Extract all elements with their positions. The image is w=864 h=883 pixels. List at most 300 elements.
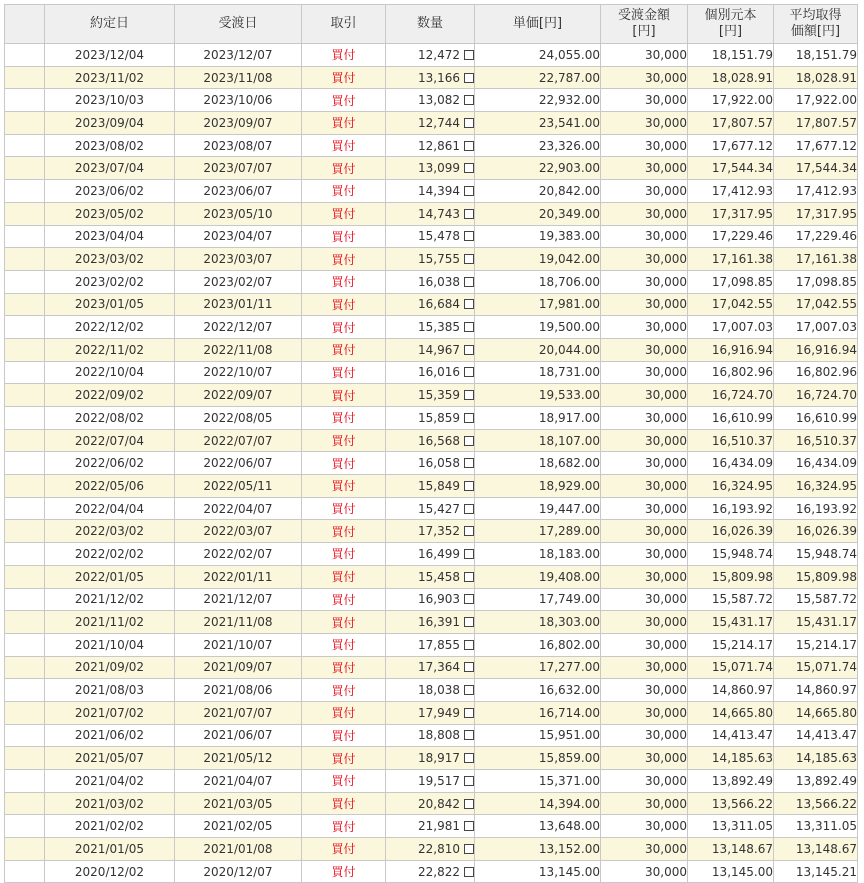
individual-principal-cell: 17,161.38: [688, 248, 774, 271]
transaction-type-cell: 買付: [302, 134, 386, 157]
settlement-amount-cell: 30,000: [601, 225, 688, 248]
individual-principal-cell: 15,948.74: [688, 543, 774, 566]
settlement-amount-cell: 30,000: [601, 588, 688, 611]
average-acquisition-price-cell: 17,098.85: [774, 270, 858, 293]
trade-date-cell: 2021/10/04: [45, 633, 175, 656]
checkbox-icon[interactable]: [464, 390, 474, 400]
trade-date-cell: 2022/02/02: [45, 543, 175, 566]
quantity-value: 15,458: [418, 569, 460, 584]
trade-date-cell: 2022/11/02: [45, 338, 175, 361]
average-acquisition-price-cell: 17,677.12: [774, 134, 858, 157]
individual-principal-cell: 17,098.85: [688, 270, 774, 293]
table-row: [5, 656, 858, 679]
header-blank: [5, 5, 45, 44]
trade-date-cell: 2021/04/02: [45, 770, 175, 793]
checkbox-icon[interactable]: [464, 141, 474, 151]
settlement-date-cell: 2021/07/07: [175, 701, 302, 724]
unit-price-cell: 17,749.00: [475, 588, 601, 611]
quantity-cell: [386, 565, 475, 588]
table-header-row: [5, 5, 858, 44]
transaction-type-cell: 買付: [302, 565, 386, 588]
checkbox-icon[interactable]: [464, 118, 474, 128]
average-acquisition-price-cell: 17,922.00: [774, 89, 858, 112]
individual-principal-cell: 13,145.00: [688, 860, 774, 883]
average-acquisition-price-cell: 13,148.67: [774, 838, 858, 861]
row-blank-cell: [5, 89, 45, 112]
trade-date-cell: 2023/03/02: [45, 248, 175, 271]
settlement-amount-cell: 30,000: [601, 112, 688, 135]
individual-principal-cell: 17,412.93: [688, 180, 774, 203]
quantity-value: 16,568: [418, 433, 460, 448]
quantity-value: 18,917: [418, 751, 460, 766]
quantity-value: 17,855: [418, 637, 460, 652]
quantity-value: 15,478: [418, 229, 460, 244]
quantity-cell: [386, 792, 475, 815]
row-blank-cell: [5, 679, 45, 702]
quantity-value: 14,743: [418, 206, 460, 221]
average-acquisition-price-cell: 17,317.95: [774, 202, 858, 225]
table-row: [5, 838, 858, 861]
settlement-date-cell: 2021/05/12: [175, 747, 302, 770]
quantity-cell: [386, 815, 475, 838]
trade-date-cell: 2020/12/02: [45, 860, 175, 883]
quantity-value: 14,394: [418, 183, 460, 198]
individual-principal-cell: 17,922.00: [688, 89, 774, 112]
quantity-cell: [386, 497, 475, 520]
row-blank-cell: [5, 633, 45, 656]
table-row: [5, 157, 858, 180]
average-acquisition-price-cell: 13,892.49: [774, 770, 858, 793]
table-row: [5, 679, 858, 702]
quantity-cell: [386, 770, 475, 793]
checkbox-icon[interactable]: [464, 821, 474, 831]
header-trade-date: 約定日: [45, 5, 175, 44]
unit-price-cell: 17,289.00: [475, 520, 601, 543]
unit-price-cell: 22,787.00: [475, 66, 601, 89]
settlement-date-cell: 2021/04/07: [175, 770, 302, 793]
quantity-value: 20,842: [418, 796, 460, 811]
quantity-value: 12,861: [418, 138, 460, 153]
quantity-cell: [386, 225, 475, 248]
checkbox-icon[interactable]: [464, 73, 474, 83]
unit-price-cell: 19,042.00: [475, 248, 601, 271]
transaction-type-cell: 買付: [302, 770, 386, 793]
transaction-type-cell: 買付: [302, 633, 386, 656]
average-acquisition-price-cell: 14,665.80: [774, 701, 858, 724]
settlement-date-cell: 2021/08/06: [175, 679, 302, 702]
quantity-value: 17,949: [418, 705, 460, 720]
unit-price-cell: 18,303.00: [475, 611, 601, 634]
quantity-cell: [386, 452, 475, 475]
settlement-date-cell: 2023/01/11: [175, 293, 302, 316]
trade-date-cell: 2023/08/02: [45, 134, 175, 157]
checkbox-icon[interactable]: [464, 708, 474, 718]
table-row: [5, 270, 858, 293]
transaction-type-cell: 買付: [302, 497, 386, 520]
header-individual-principal-line2: [円]: [718, 24, 743, 39]
trade-date-cell: 2022/01/05: [45, 565, 175, 588]
checkbox-icon[interactable]: [464, 867, 474, 877]
table-row: [5, 293, 858, 316]
unit-price-cell: 18,731.00: [475, 361, 601, 384]
settlement-amount-cell: 30,000: [601, 497, 688, 520]
settlement-date-cell: 2021/10/07: [175, 633, 302, 656]
settlement-amount-cell: 30,000: [601, 429, 688, 452]
header-individual-principal-line1: 個別元本: [704, 8, 757, 23]
checkbox-icon[interactable]: [464, 776, 474, 786]
individual-principal-cell: 13,148.67: [688, 838, 774, 861]
table-row: [5, 747, 858, 770]
transaction-type-cell: 買付: [302, 792, 386, 815]
trade-date-cell: 2022/05/06: [45, 475, 175, 498]
individual-principal-cell: 17,807.57: [688, 112, 774, 135]
quantity-value: 18,808: [418, 728, 460, 743]
quantity-value: 12,472: [418, 47, 460, 62]
trade-date-cell: 2021/02/02: [45, 815, 175, 838]
settlement-date-cell: 2023/10/06: [175, 89, 302, 112]
quantity-value: 15,359: [418, 388, 460, 403]
checkbox-icon[interactable]: [464, 299, 474, 309]
unit-price-cell: 13,152.00: [475, 838, 601, 861]
row-blank-cell: [5, 293, 45, 316]
checkbox-icon[interactable]: [464, 322, 474, 332]
unit-price-cell: 19,533.00: [475, 384, 601, 407]
transaction-type-cell: 買付: [302, 44, 386, 67]
table-row: [5, 180, 858, 203]
settlement-date-cell: 2022/05/11: [175, 475, 302, 498]
trade-date-cell: 2021/11/02: [45, 611, 175, 634]
transaction-history-panel: [4, 4, 858, 883]
table-row: [5, 361, 858, 384]
settlement-date-cell: 2022/08/05: [175, 407, 302, 430]
settlement-amount-cell: 30,000: [601, 520, 688, 543]
individual-principal-cell: 17,544.34: [688, 157, 774, 180]
average-acquisition-price-cell: 17,007.03: [774, 316, 858, 339]
table-row: [5, 89, 858, 112]
table-row: [5, 338, 858, 361]
individual-principal-cell: 14,413.47: [688, 724, 774, 747]
unit-price-cell: 20,842.00: [475, 180, 601, 203]
individual-principal-cell: 16,916.94: [688, 338, 774, 361]
checkbox-icon[interactable]: [464, 504, 474, 514]
average-acquisition-price-cell: 17,544.34: [774, 157, 858, 180]
unit-price-cell: 18,917.00: [475, 407, 601, 430]
row-blank-cell: [5, 44, 45, 67]
checkbox-icon[interactable]: [464, 844, 474, 854]
average-acquisition-price-cell: 13,566.22: [774, 792, 858, 815]
quantity-cell: [386, 202, 475, 225]
checkbox-icon[interactable]: [464, 277, 474, 287]
row-blank-cell: [5, 565, 45, 588]
row-blank-cell: [5, 180, 45, 203]
settlement-amount-cell: 30,000: [601, 565, 688, 588]
settlement-date-cell: 2020/12/07: [175, 860, 302, 883]
settlement-date-cell: 2022/04/07: [175, 497, 302, 520]
average-acquisition-price-cell: 16,193.92: [774, 497, 858, 520]
average-acquisition-price-cell: 15,431.17: [774, 611, 858, 634]
transaction-type-cell: 買付: [302, 361, 386, 384]
row-blank-cell: [5, 429, 45, 452]
transaction-type-cell: 買付: [302, 452, 386, 475]
quantity-value: 15,849: [418, 478, 460, 493]
row-blank-cell: [5, 225, 45, 248]
row-blank-cell: [5, 134, 45, 157]
trade-date-cell: 2023/05/02: [45, 202, 175, 225]
settlement-date-cell: 2023/08/07: [175, 134, 302, 157]
settlement-amount-cell: 30,000: [601, 180, 688, 203]
checkbox-icon[interactable]: [464, 231, 474, 241]
checkbox-icon[interactable]: [464, 367, 474, 377]
checkbox-icon[interactable]: [464, 730, 474, 740]
checkbox-icon[interactable]: [464, 436, 474, 446]
quantity-value: 13,082: [418, 93, 460, 108]
trade-date-cell: 2021/06/02: [45, 724, 175, 747]
settlement-amount-cell: 30,000: [601, 701, 688, 724]
checkbox-icon[interactable]: [464, 186, 474, 196]
quantity-cell: [386, 520, 475, 543]
average-acquisition-price-cell: 16,610.99: [774, 407, 858, 430]
row-blank-cell: [5, 316, 45, 339]
header-transaction-type: 取引: [302, 5, 386, 44]
quantity-value: 16,038: [418, 274, 460, 289]
settlement-date-cell: 2023/11/08: [175, 66, 302, 89]
checkbox-icon[interactable]: [464, 163, 474, 173]
row-blank-cell: [5, 407, 45, 430]
quantity-cell: [386, 429, 475, 452]
unit-price-cell: 15,371.00: [475, 770, 601, 793]
table-row: [5, 429, 858, 452]
unit-price-cell: 16,632.00: [475, 679, 601, 702]
quantity-value: 16,903: [418, 592, 460, 607]
average-acquisition-price-cell: 18,028.91: [774, 66, 858, 89]
individual-principal-cell: 14,185.63: [688, 747, 774, 770]
transaction-type-cell: 買付: [302, 815, 386, 838]
trade-date-cell: 2023/11/02: [45, 66, 175, 89]
average-acquisition-price-cell: 16,802.96: [774, 361, 858, 384]
trade-date-cell: 2023/01/05: [45, 293, 175, 316]
checkbox-icon[interactable]: [464, 254, 474, 264]
table-row: [5, 407, 858, 430]
quantity-cell: [386, 112, 475, 135]
settlement-date-cell: 2022/10/07: [175, 361, 302, 384]
transaction-type-cell: 買付: [302, 66, 386, 89]
individual-principal-cell: 16,510.37: [688, 429, 774, 452]
unit-price-cell: 23,326.00: [475, 134, 601, 157]
transaction-type-cell: 買付: [302, 89, 386, 112]
transaction-type-cell: 買付: [302, 860, 386, 883]
quantity-cell: [386, 838, 475, 861]
checkbox-icon[interactable]: [464, 50, 474, 60]
settlement-amount-cell: 30,000: [601, 815, 688, 838]
settlement-amount-cell: 30,000: [601, 792, 688, 815]
checkbox-icon[interactable]: [464, 413, 474, 423]
checkbox-icon[interactable]: [464, 95, 474, 105]
unit-price-cell: 17,277.00: [475, 656, 601, 679]
table-row: [5, 66, 858, 89]
unit-price-cell: 18,929.00: [475, 475, 601, 498]
individual-principal-cell: 13,566.22: [688, 792, 774, 815]
table-row: [5, 225, 858, 248]
transaction-type-cell: 買付: [302, 747, 386, 770]
individual-principal-cell: 16,434.09: [688, 452, 774, 475]
transaction-type-cell: 買付: [302, 180, 386, 203]
checkbox-icon[interactable]: [464, 617, 474, 627]
average-acquisition-price-cell: 15,071.74: [774, 656, 858, 679]
row-blank-cell: [5, 202, 45, 225]
transaction-type-cell: 買付: [302, 248, 386, 271]
settlement-amount-cell: 30,000: [601, 361, 688, 384]
table-row: [5, 384, 858, 407]
table-row: [5, 475, 858, 498]
header-average-acquisition-price-line2: 価額[円]: [790, 24, 841, 39]
transaction-type-cell: 買付: [302, 407, 386, 430]
trade-date-cell: 2023/12/04: [45, 44, 175, 67]
checkbox-icon[interactable]: [464, 481, 474, 491]
row-blank-cell: [5, 701, 45, 724]
individual-principal-cell: 15,809.98: [688, 565, 774, 588]
settlement-date-cell: 2022/01/11: [175, 565, 302, 588]
quantity-cell: [386, 293, 475, 316]
quantity-cell: [386, 543, 475, 566]
table-row: [5, 134, 858, 157]
settlement-amount-cell: 30,000: [601, 633, 688, 656]
quantity-cell: [386, 656, 475, 679]
quantity-value: 12,744: [418, 115, 460, 130]
row-blank-cell: [5, 112, 45, 135]
settlement-amount-cell: 30,000: [601, 656, 688, 679]
checkbox-icon[interactable]: [464, 640, 474, 650]
table-row: [5, 543, 858, 566]
quantity-value: 15,755: [418, 252, 460, 267]
unit-price-cell: 22,932.00: [475, 89, 601, 112]
checkbox-icon[interactable]: [464, 526, 474, 536]
transaction-type-cell: 買付: [302, 202, 386, 225]
checkbox-icon[interactable]: [464, 345, 474, 355]
trade-date-cell: 2021/03/02: [45, 792, 175, 815]
average-acquisition-price-cell: 15,214.17: [774, 633, 858, 656]
row-blank-cell: [5, 520, 45, 543]
quantity-cell: [386, 747, 475, 770]
settlement-amount-cell: 30,000: [601, 838, 688, 861]
transaction-type-cell: 買付: [302, 475, 386, 498]
transaction-type-cell: 買付: [302, 157, 386, 180]
table-row: [5, 565, 858, 588]
header-settlement-amount-line2: [円]: [632, 24, 656, 39]
unit-price-cell: 22,903.00: [475, 157, 601, 180]
quantity-cell: [386, 134, 475, 157]
table-row: [5, 701, 858, 724]
checkbox-icon[interactable]: [464, 549, 474, 559]
header-quantity: 数量: [386, 5, 475, 44]
checkbox-icon[interactable]: [464, 209, 474, 219]
row-blank-cell: [5, 815, 45, 838]
average-acquisition-price-cell: 14,413.47: [774, 724, 858, 747]
settlement-date-cell: 2022/07/07: [175, 429, 302, 452]
unit-price-cell: 23,541.00: [475, 112, 601, 135]
average-acquisition-price-cell: 16,510.37: [774, 429, 858, 452]
settlement-date-cell: 2021/11/08: [175, 611, 302, 634]
transaction-type-cell: 買付: [302, 838, 386, 861]
checkbox-icon[interactable]: [464, 799, 474, 809]
average-acquisition-price-cell: 18,151.79: [774, 44, 858, 67]
settlement-amount-cell: 30,000: [601, 770, 688, 793]
checkbox-icon[interactable]: [464, 662, 474, 672]
average-acquisition-price-cell: 17,229.46: [774, 225, 858, 248]
settlement-date-cell: 2021/02/05: [175, 815, 302, 838]
individual-principal-cell: 17,229.46: [688, 225, 774, 248]
row-blank-cell: [5, 611, 45, 634]
individual-principal-cell: 15,431.17: [688, 611, 774, 634]
quantity-cell: [386, 270, 475, 293]
quantity-value: 15,859: [418, 410, 460, 425]
unit-price-cell: 16,802.00: [475, 633, 601, 656]
average-acquisition-price-cell: 17,161.38: [774, 248, 858, 271]
settlement-date-cell: 2022/02/07: [175, 543, 302, 566]
unit-price-cell: 24,055.00: [475, 44, 601, 67]
unit-price-cell: 19,447.00: [475, 497, 601, 520]
unit-price-cell: 18,682.00: [475, 452, 601, 475]
checkbox-icon[interactable]: [464, 572, 474, 582]
quantity-cell: [386, 701, 475, 724]
individual-principal-cell: 16,610.99: [688, 407, 774, 430]
checkbox-icon[interactable]: [464, 753, 474, 763]
settlement-amount-cell: 30,000: [601, 293, 688, 316]
transaction-type-cell: 買付: [302, 316, 386, 339]
settlement-amount-cell: 30,000: [601, 452, 688, 475]
quantity-value: 17,364: [418, 660, 460, 675]
individual-principal-cell: 16,802.96: [688, 361, 774, 384]
quantity-value: 17,352: [418, 524, 460, 539]
quantity-cell: [386, 679, 475, 702]
table-row: [5, 770, 858, 793]
individual-principal-cell: 16,026.39: [688, 520, 774, 543]
unit-price-cell: 16,714.00: [475, 701, 601, 724]
header-settlement-date: 受渡日: [175, 5, 302, 44]
row-blank-cell: [5, 475, 45, 498]
quantity-cell: [386, 724, 475, 747]
quantity-value: 16,499: [418, 546, 460, 561]
quantity-cell: [386, 384, 475, 407]
average-acquisition-price-cell: 14,860.97: [774, 679, 858, 702]
settlement-amount-cell: 30,000: [601, 338, 688, 361]
checkbox-icon[interactable]: [464, 594, 474, 604]
unit-price-cell: 20,349.00: [475, 202, 601, 225]
table-row: [5, 248, 858, 271]
trade-date-cell: 2022/10/04: [45, 361, 175, 384]
settlement-date-cell: 2023/05/10: [175, 202, 302, 225]
individual-principal-cell: 18,151.79: [688, 44, 774, 67]
trade-date-cell: 2022/04/04: [45, 497, 175, 520]
checkbox-icon[interactable]: [464, 458, 474, 468]
settlement-date-cell: 2023/06/07: [175, 180, 302, 203]
quantity-value: 15,385: [418, 320, 460, 335]
unit-price-cell: 18,706.00: [475, 270, 601, 293]
quantity-value: 22,810: [418, 841, 460, 856]
quantity-cell: [386, 361, 475, 384]
average-acquisition-price-cell: 16,026.39: [774, 520, 858, 543]
header-unit-price: 単価[円]: [475, 5, 601, 44]
table-row: [5, 815, 858, 838]
row-blank-cell: [5, 157, 45, 180]
transaction-type-cell: 買付: [302, 293, 386, 316]
table-row: [5, 611, 858, 634]
checkbox-icon[interactable]: [464, 685, 474, 695]
row-blank-cell: [5, 361, 45, 384]
transaction-type-cell: 買付: [302, 701, 386, 724]
individual-principal-cell: 15,071.74: [688, 656, 774, 679]
individual-principal-cell: 15,587.72: [688, 588, 774, 611]
average-acquisition-price-cell: 16,324.95: [774, 475, 858, 498]
